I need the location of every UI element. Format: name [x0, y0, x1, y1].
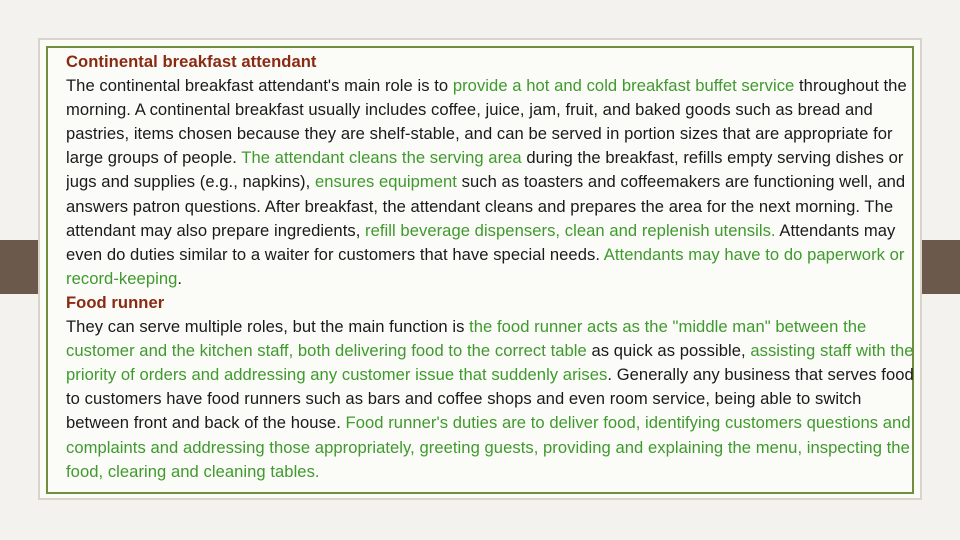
highlight-text: the food runner acts as the "middle man" between the customer and the kitchen staff, both delivering food to the correct table — [66, 317, 867, 361]
slide-text — [66, 50, 926, 540]
highlight-text: The attendant cleans the serving area — [241, 148, 522, 168]
highlight-text: assisting staff with the priority of orders and addressing any customer issue that suddenly arises — [66, 341, 914, 385]
body-text: The continental breakfast attendant's main role is to — [66, 76, 453, 96]
body-text: They can serve multiple roles, but the main function is — [66, 317, 470, 337]
highlight-text: Attendants may have to do paperwork or record-keeping — [66, 244, 905, 288]
section-body-food-runner — [66, 315, 926, 484]
body-text: Attendants may even do duties similar to a waiter for customers that have special needs. — [66, 220, 896, 264]
highlight-text: Food runner's duties are to deliver food, identifying customers questions and complaints and addressing those appropriately, greeting guests, providing and explaining the menu, inspecting the food, clearing and cleaning tables. — [66, 413, 911, 481]
body-text: during the breakfast, refills empty serving dishes or jugs and supplies (e.g., napkins), — [66, 148, 904, 192]
body-text: throughout the morning. A continental breakfast usually includes coffee, juice, jam, fruit, and baked goods such as bread and pastries, items chosen because they are shelf-stable, and can be served in portion sizes that are appropriate for large groups of people. — [66, 76, 907, 168]
body-text: such as toasters and coffeemakers are functioning well, and answers patron questions. After breakfast, the attendant cleans and prepares the area for the next morning. The attendant may also prepare ingredients, — [66, 172, 906, 240]
section-heading-continental: Continental breakfast attendant — [66, 52, 317, 71]
section-heading-food-runner: Food runner — [66, 292, 165, 312]
body-text: as quick as possible, — [586, 341, 751, 361]
section-body-continental — [66, 74, 926, 291]
highlight-text: ensures equipment — [314, 172, 457, 192]
highlight-text: provide a hot and cold breakfast buffet service — [452, 76, 795, 96]
body-text: . Generally any business that serves food to customers have food runners such as bars and coffee shops and even room service, being able to switch between front and back of the house. — [66, 365, 914, 433]
highlight-text: refill beverage dispensers, clean and replenish utensils. — [365, 220, 776, 240]
body-text: . — [177, 268, 183, 288]
